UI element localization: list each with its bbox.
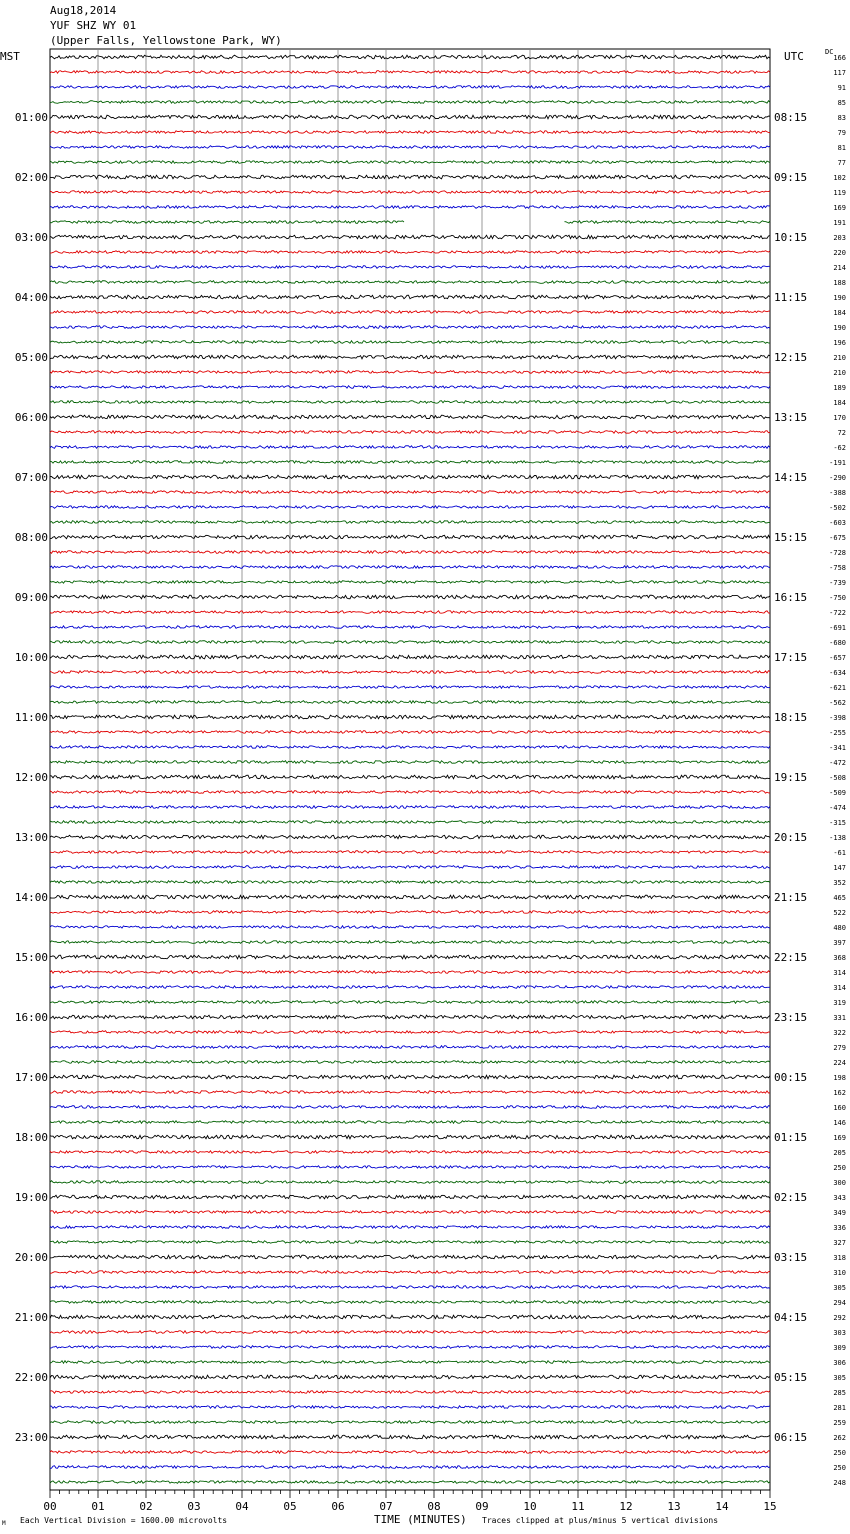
dc-offset-label: 102 (833, 174, 846, 182)
trace-row (50, 115, 770, 119)
x-tick-label: 04 (235, 1500, 249, 1513)
trace-row (50, 371, 770, 374)
trace-row (50, 1046, 770, 1049)
trace-row (50, 626, 770, 629)
left-hour-label: 03:00 (14, 231, 48, 244)
right-hour-label: 06:15 (774, 1431, 808, 1444)
dc-offset-label: 160 (833, 1104, 846, 1112)
dc-offset-label: -603 (829, 519, 846, 527)
dc-offset-label: -691 (829, 624, 846, 632)
right-hour-label: 09:15 (774, 171, 808, 184)
right-hour-label: 00:15 (774, 1071, 808, 1084)
dc-offset-label: -341 (829, 744, 846, 752)
dc-offset-label: 305 (833, 1374, 846, 1382)
trace-row (50, 1166, 770, 1169)
x-tick-label: 10 (523, 1500, 537, 1513)
dc-offset-label: 285 (833, 1389, 846, 1397)
dc-offset-label: 248 (833, 1479, 846, 1487)
trace-row (50, 86, 770, 89)
dc-offset-label: 292 (833, 1314, 846, 1322)
right-hour-label: 10:15 (774, 231, 808, 244)
trace-row (50, 1241, 770, 1244)
plot-frame (50, 49, 770, 1490)
dc-offset-label: -509 (829, 789, 846, 797)
dc-offset-label: 166 (833, 54, 846, 62)
dc-offset-label: 83 (837, 114, 846, 122)
dc-offset-label: -191 (829, 459, 846, 467)
trace-row (50, 671, 770, 674)
dc-offset-label: 250 (833, 1464, 846, 1472)
right-hour-label: 03:15 (774, 1251, 808, 1264)
dc-offset-label: 465 (833, 894, 846, 902)
left-hour-label: 15:00 (14, 951, 48, 964)
trace-row (50, 595, 770, 599)
dc-offset-label: 250 (833, 1164, 846, 1172)
trace-row (50, 701, 770, 704)
dc-offset-label: 169 (833, 204, 846, 212)
dc-offset-label: 279 (833, 1044, 846, 1052)
trace-row (50, 746, 770, 749)
trace-row (50, 1481, 770, 1484)
trace-row (50, 326, 770, 329)
trace-row (50, 971, 770, 974)
dc-offset-label: -61 (833, 849, 846, 857)
trace-row (50, 955, 770, 959)
right-hour-label: 19:15 (774, 771, 808, 784)
dc-offset-label: -621 (829, 684, 846, 692)
trace-row (50, 1181, 770, 1184)
dc-offset-label: 85 (837, 99, 846, 107)
x-tick-label: 15 (763, 1500, 777, 1513)
right-hour-label: 12:15 (774, 351, 808, 364)
dc-offset-label: 170 (833, 414, 846, 422)
dc-offset-label: 205 (833, 1149, 846, 1157)
trace-row (50, 926, 770, 929)
dc-offset-label: 250 (833, 1449, 846, 1457)
x-tick-label: 05 (283, 1500, 297, 1513)
trace-row (50, 821, 770, 824)
trace-row (50, 1375, 770, 1379)
left-hour-label: 16:00 (14, 1011, 48, 1024)
trace-row (50, 355, 770, 359)
x-tick-label: 00 (43, 1500, 57, 1513)
left-hour-label: 21:00 (14, 1311, 48, 1324)
trace-row (50, 251, 770, 254)
trace-row (50, 835, 770, 839)
x-tick-label: 07 (379, 1500, 393, 1513)
dc-offset-label: 162 (833, 1089, 846, 1097)
dc-offset-label: 190 (833, 324, 846, 332)
left-hour-label: 04:00 (14, 291, 48, 304)
x-tick-label: 02 (139, 1500, 153, 1513)
trace-row (50, 1361, 770, 1364)
trace-row (50, 1121, 770, 1124)
trace-row (50, 1406, 770, 1409)
dc-offset-label: -315 (829, 819, 846, 827)
right-hour-label: 13:15 (774, 411, 808, 424)
dc-offset-label: 349 (833, 1209, 846, 1217)
trace-row (50, 535, 770, 539)
trace-row (50, 281, 770, 284)
left-hour-label: 14:00 (14, 891, 48, 904)
dc-offset-label: 224 (833, 1059, 846, 1067)
dc-offset-label: 91 (837, 84, 846, 92)
dc-offset-label: 306 (833, 1359, 846, 1367)
dc-offset-label: 79 (837, 129, 846, 137)
dc-offset-label: 214 (833, 264, 846, 272)
left-hour-label: 12:00 (14, 771, 48, 784)
trace-row (50, 131, 770, 134)
trace-row (50, 1075, 770, 1079)
trace-row (50, 206, 770, 209)
trace-row (50, 475, 770, 479)
left-hour-label: 17:00 (14, 1071, 48, 1084)
trace-row (50, 1106, 770, 1109)
left-hour-label: 01:00 (14, 111, 48, 124)
dc-offset-label: -508 (829, 774, 846, 782)
left-hour-label: 11:00 (14, 711, 48, 724)
x-tick-label: 08 (427, 1500, 441, 1513)
dc-offset-label: 72 (837, 429, 846, 437)
trace-row (50, 191, 770, 194)
trace-row (50, 521, 770, 524)
trace-row (50, 551, 770, 554)
right-hour-label: 23:15 (774, 1011, 808, 1024)
trace-row (50, 791, 770, 794)
trace-row (50, 1346, 770, 1349)
trace-row (50, 401, 770, 404)
trace-row (50, 1211, 770, 1214)
left-timezone-label: MST (0, 50, 20, 63)
dc-offset-label: 220 (833, 249, 846, 257)
trace-row (50, 566, 770, 569)
trace-row (50, 986, 770, 989)
dc-offset-label: 188 (833, 279, 846, 287)
left-hour-label: 08:00 (14, 531, 48, 544)
right-hour-label: 17:15 (774, 651, 808, 664)
trace-row (50, 1135, 770, 1139)
dc-offset-label: 210 (833, 354, 846, 362)
dc-offset-label: -255 (829, 729, 846, 737)
dc-offset-label: 331 (833, 1014, 846, 1022)
dc-offset-label: 305 (833, 1284, 846, 1292)
dc-label: DC (825, 48, 834, 56)
right-hour-label: 01:15 (774, 1131, 808, 1144)
right-hour-label: 18:15 (774, 711, 808, 724)
left-hour-label: 02:00 (14, 171, 48, 184)
trace-row (50, 266, 770, 269)
trace-row (50, 221, 770, 224)
dc-offset-label: 318 (833, 1254, 846, 1262)
trace-row (50, 806, 770, 809)
trace-row (50, 1001, 770, 1004)
dc-offset-label: 281 (833, 1404, 846, 1412)
plot-date: Aug18,2014 (50, 4, 117, 17)
right-hour-label: 21:15 (774, 891, 808, 904)
right-timezone-label: UTC (784, 50, 804, 63)
trace-row (50, 146, 770, 149)
trace-row (50, 101, 770, 104)
trace-row (50, 1421, 770, 1424)
trace-row (50, 1061, 770, 1064)
dc-offset-label: -562 (829, 699, 846, 707)
trace-row (50, 1031, 770, 1034)
right-hour-label: 20:15 (774, 831, 808, 844)
trace-row (50, 715, 770, 719)
dc-offset-label: -290 (829, 474, 846, 482)
left-hour-label: 23:00 (14, 1431, 48, 1444)
dc-offset-label: -502 (829, 504, 846, 512)
trace-row (50, 506, 770, 509)
dc-offset-label: -138 (829, 834, 846, 842)
dc-offset-label: 300 (833, 1179, 846, 1187)
dc-offset-label: 262 (833, 1434, 846, 1442)
trace-row (50, 1331, 770, 1334)
dc-offset-label: 189 (833, 384, 846, 392)
trace-row (50, 911, 770, 914)
dc-offset-label: 322 (833, 1029, 846, 1037)
dc-offset-label: -474 (829, 804, 846, 812)
left-hour-label: 20:00 (14, 1251, 48, 1264)
trace-row (50, 1195, 770, 1199)
x-tick-label: 06 (331, 1500, 345, 1513)
right-hour-label: 11:15 (774, 291, 808, 304)
clip-note: Traces clipped at plus/minus 5 vertical divisions (482, 1516, 719, 1525)
dc-offset-label: -722 (829, 609, 846, 617)
dc-offset-label: 191 (833, 219, 846, 227)
trace-row (50, 1015, 770, 1019)
dc-offset-label: 198 (833, 1074, 846, 1082)
dc-offset-label: 146 (833, 1119, 846, 1127)
right-hour-label: 22:15 (774, 951, 808, 964)
dc-offset-label: 352 (833, 879, 846, 887)
trace-row (50, 1271, 770, 1274)
left-hour-label: 09:00 (14, 591, 48, 604)
trace-row (50, 1301, 770, 1304)
left-hour-label: 05:00 (14, 351, 48, 364)
trace-row (50, 1091, 770, 1094)
dc-offset-label: -634 (829, 669, 846, 677)
dc-offset-label: 117 (833, 69, 846, 77)
trace-row (50, 881, 770, 884)
dc-offset-label: 336 (833, 1224, 846, 1232)
trace-row (50, 235, 770, 239)
dc-offset-label: 368 (833, 954, 846, 962)
trace-row (50, 641, 770, 644)
trace-row (50, 311, 770, 314)
x-tick-label: 14 (715, 1500, 729, 1513)
dc-offset-label: 81 (837, 144, 846, 152)
trace-row (50, 1466, 770, 1469)
trace-row (50, 1451, 770, 1454)
left-hour-label: 22:00 (14, 1371, 48, 1384)
right-hour-label: 05:15 (774, 1371, 808, 1384)
dc-offset-label: 314 (833, 984, 846, 992)
dc-offset-label: -750 (829, 594, 846, 602)
right-hour-label: 08:15 (774, 111, 808, 124)
trace-row (50, 461, 770, 464)
trace-row (50, 446, 770, 449)
trace-row (50, 175, 770, 179)
trace-row (50, 386, 770, 389)
trace-row (50, 415, 770, 419)
trace-row (50, 1151, 770, 1154)
trace-row (50, 55, 770, 59)
left-hour-label: 18:00 (14, 1131, 48, 1144)
dc-offset-label: 319 (833, 999, 846, 1007)
left-hour-label: 19:00 (14, 1191, 48, 1204)
dc-offset-label: 303 (833, 1329, 846, 1337)
trace-row (50, 1391, 770, 1394)
right-hour-label: 15:15 (774, 531, 808, 544)
trace-row (50, 866, 770, 869)
dc-offset-label: 314 (833, 969, 846, 977)
left-hour-label: 13:00 (14, 831, 48, 844)
dc-offset-label: 310 (833, 1269, 846, 1277)
dc-offset-label: -657 (829, 654, 846, 662)
trace-row (50, 295, 770, 299)
right-hour-label: 04:15 (774, 1311, 808, 1324)
x-tick-label: 11 (571, 1500, 585, 1513)
trace-row (50, 1226, 770, 1229)
dc-offset-label: 190 (833, 294, 846, 302)
left-hour-label: 07:00 (14, 471, 48, 484)
dc-offset-label: 522 (833, 909, 846, 917)
dc-offset-label: 119 (833, 189, 846, 197)
left-hour-label: 10:00 (14, 651, 48, 664)
left-hour-label: 06:00 (14, 411, 48, 424)
x-tick-label: 13 (667, 1500, 681, 1513)
dc-offset-label: -758 (829, 564, 846, 572)
dc-offset-label: 294 (833, 1299, 846, 1307)
right-hour-label: 02:15 (774, 1191, 808, 1204)
trace-row (50, 1435, 770, 1439)
trace-row (50, 491, 770, 494)
dc-offset-label: 480 (833, 924, 846, 932)
dc-offset-label: -62 (833, 444, 846, 452)
dc-offset-label: -728 (829, 549, 846, 557)
dc-offset-label: 77 (837, 159, 846, 167)
dc-offset-label: 327 (833, 1239, 846, 1247)
trace-row (50, 775, 770, 779)
dc-offset-label: -739 (829, 579, 846, 587)
dc-offset-label: 147 (833, 864, 846, 872)
dc-offset-label: -472 (829, 759, 846, 767)
trace-row (50, 731, 770, 734)
dc-offset-label: 184 (833, 309, 846, 317)
dc-offset-label: 196 (833, 339, 846, 347)
trace-row (50, 655, 770, 659)
trace-row (50, 895, 770, 899)
trace-row (50, 71, 770, 74)
trace-row (50, 686, 770, 689)
x-tick-label: 01 (91, 1500, 105, 1513)
dc-offset-label: 184 (833, 399, 846, 407)
dc-offset-label: -680 (829, 639, 846, 647)
x-tick-label: 12 (619, 1500, 633, 1513)
right-hour-label: 14:15 (774, 471, 808, 484)
x-axis-title: TIME (MINUTES) (374, 1513, 467, 1526)
trace-row (50, 431, 770, 434)
trace-row (50, 851, 770, 854)
x-tick-label: 09 (475, 1500, 489, 1513)
trace-row (50, 761, 770, 764)
footer-mark: M (2, 1520, 6, 1527)
trace-row (50, 611, 770, 614)
dc-offset-label: -398 (829, 714, 846, 722)
trace-row (50, 941, 770, 944)
right-hour-label: 16:15 (774, 591, 808, 604)
dc-offset-label: 203 (833, 234, 846, 242)
dc-offset-label: 397 (833, 939, 846, 947)
x-tick-label: 03 (187, 1500, 201, 1513)
trace-row (50, 581, 770, 584)
dc-offset-label: 343 (833, 1194, 846, 1202)
station-location: (Upper Falls, Yellowstone Park, WY) (50, 34, 282, 47)
dc-offset-label: -388 (829, 489, 846, 497)
trace-row (50, 1315, 770, 1319)
dc-offset-label: 309 (833, 1344, 846, 1352)
trace-row (50, 341, 770, 344)
scale-note: Each Vertical Division = 1600.00 microvolts (20, 1516, 228, 1525)
dc-offset-label: -675 (829, 534, 846, 542)
trace-row (50, 161, 770, 164)
dc-offset-label: 259 (833, 1419, 846, 1427)
dc-offset-label: 169 (833, 1134, 846, 1142)
station-code: YUF SHZ WY 01 (50, 19, 137, 32)
trace-row (50, 1255, 770, 1259)
trace-row (50, 1286, 770, 1289)
dc-offset-label: 210 (833, 369, 846, 377)
